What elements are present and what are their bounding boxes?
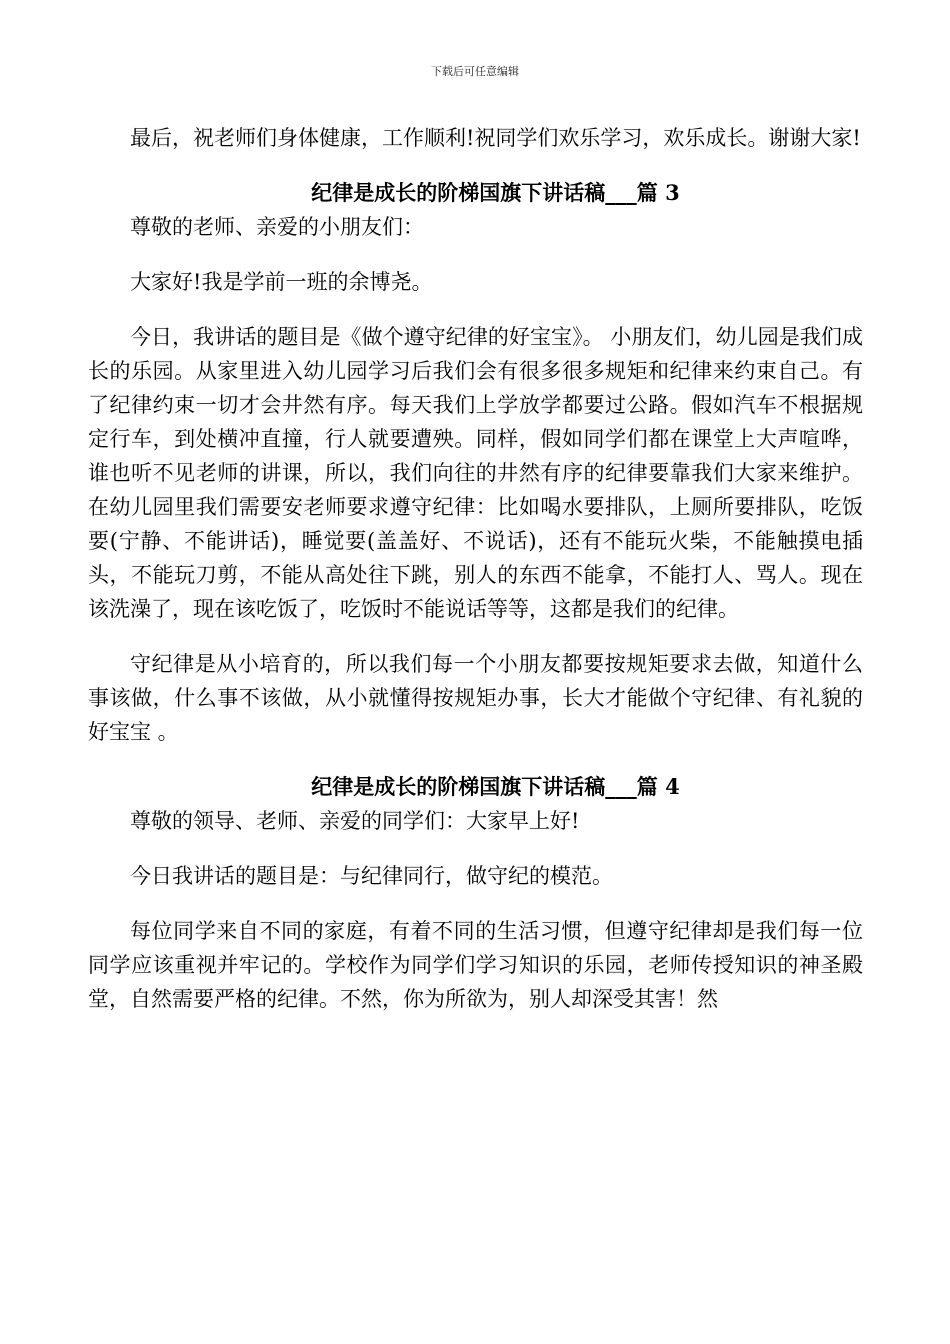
body-paragraph: 每位同学来自不同的家庭，有着不同的生活习惯，但遵守纪律却是我们每一位同学应该重视并牢记的。学校作为同学们学习知识的乐园，老师传授知识的神圣殿堂，自然需要严格的纪律。不然，你为所欲为，别人却深受其害！然: [88, 919, 863, 1011]
conclusion-paragraph: 守纪律是从小培育的，所以我们每一个小朋友都要按规矩要求去做，知道什么事该做，什么事不该做，从小就懂得按规矩办事，长大才能做个守纪律、有礼貌的好宝宝 。: [88, 652, 863, 744]
greeting-paragraph: 尊敬的老师、亲爱的小朋友们：: [130, 215, 424, 239]
intro-paragraph: 大家好!我是学前一班的余博尧。: [130, 270, 433, 294]
section-heading-4: 纪律是成长的阶梯国旗下讲话稿___篇 4: [311, 774, 680, 799]
body-paragraph: 今日，我讲话的题目是《做个遵守纪律的好宝宝》。 小朋友们，幼儿园是我们成长的乐园。从家里进入幼儿园学习后我们会有很多很多规矩和纪律来约束自己。有了纪律约束一切才会井然有序。每天我们上学放学都要过公路。假如汽车不根据规定行车，到处横冲直撞，行人就要遭殃。同样，假如同学们都在课堂上大声喧哗，谁也听不见老师的讲课，所以，我们向往的井然有序的纪律要靠我们大家来维护。在幼儿园里我们需要安老师要求遵守纪律：比如喝水要排队，上厕所要排队，吃饭要(宁静、不能讲话)，睡觉要(盖盖好、不说话)，还有不能玩火柴，不能触摸电插头，不能玩刀剪，不能从高处往下跳，别人的东西不能拿，不能打人、骂人。现在该洗澡了，现在该吃饭了，吃饭时不能说话等等，这都是我们的纪律。: [88, 325, 863, 621]
closing-paragraph: 最后，祝老师们身体健康，工作顺利!祝同学们欢乐学习，欢乐成长。谢谢大家!: [130, 126, 861, 150]
greeting-paragraph: 尊敬的领导、老师、亲爱的同学们：大家早上好!: [130, 809, 580, 833]
page-header-note: 下载后可任意编辑: [431, 65, 519, 78]
document-body: [88, 121, 863, 1016]
section-heading-3: 纪律是成长的阶梯国旗下讲话稿___篇 3: [311, 180, 680, 205]
topic-paragraph: 今日我讲话的题目是：与纪律同行，做守纪的模范。: [130, 864, 613, 888]
